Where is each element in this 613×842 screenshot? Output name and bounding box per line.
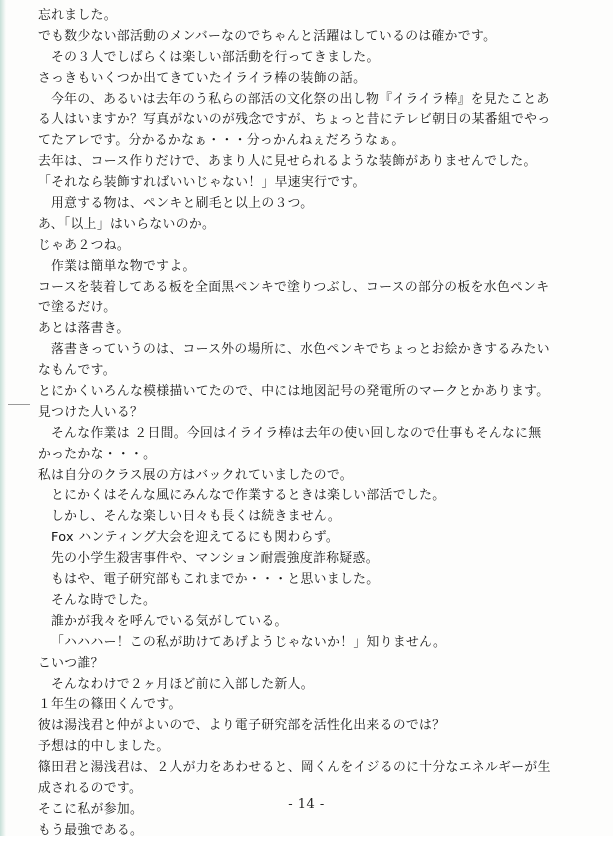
text-line: とにかくはそんな風にみんなで作業するときは楽しい部活でした。 (51, 488, 446, 504)
text-line: 見つけた人いる？ (38, 404, 144, 420)
text-line: 作業は簡単な物ですよ。 (51, 258, 196, 274)
text-line: 篠田君と湯浅君は、２人が力をあわせると、岡くんをイジるのに十分なエネルギーが生 (38, 760, 551, 776)
text-line: てたアレです。分かるかなぁ・・・分っかんねぇだろうなぁ。 (38, 133, 405, 149)
text-line: 彼は湯浅君と仲がよいので、より電子研究部を活性化出来るのでは？ (38, 718, 446, 734)
text-line: 今年の、あるいは去年のう私らの部活の文化祭の出し物『イライラ棒』を見たことあ (51, 91, 550, 107)
text-line: もう最強である。 (38, 822, 144, 838)
text-line: 私は自分のクラス展の方はバックれていましたので。 (38, 467, 353, 483)
page-number: - 14 - (288, 797, 325, 812)
text-line: そこに私が参加。 (38, 801, 144, 817)
body-text (38, 6, 578, 842)
text-line: で塗るだけ。 (38, 300, 117, 316)
text-line: じゃあ２つね。 (38, 237, 131, 253)
text-line: もはや、電子研究部もこれまでか・・・と思いました。 (51, 572, 380, 588)
text-line: 忘れました。 (38, 8, 117, 23)
text-line: さっきもいくつか出てきていたイライラ棒の装飾の話。 (38, 70, 367, 86)
text-line: あ、「以上」はいらないのか。 (38, 216, 216, 232)
text-line: Fox ハンティング大会を迎えてるにも関わらず。 (51, 530, 340, 546)
text-line: その３人でしばらくは楽しい部活動を行ってきました。 (51, 49, 380, 65)
text-line: １年生の篠田くんです。 (38, 697, 182, 713)
text-line: こいつ誰？ (38, 655, 104, 671)
text-line: 落書きっていうのは、コース外の場所に、水色ペンキでちょっとお絵かきするみたい (51, 342, 550, 358)
text-line: でも数少ない部活動のメンバーなのでちゃんと活躍はしているのは確かです。 (38, 28, 497, 44)
text-line: 「ハハハー！この私が助けてあげようじゃないか！」知りません。 (51, 634, 447, 650)
text-line: 先の小学生殺害事件や、マンション耐震強度詐称疑惑。 (51, 551, 379, 567)
text-line: そんな時でした。 (51, 592, 157, 608)
text-line: 用意する物は、ペンキと刷毛と以上の３つ。 (51, 196, 314, 212)
text-line: なもんです。 (38, 363, 116, 379)
text-line: そんな作業は ２日間。今回はイライラ棒は去年の使い回しなので仕事もそんなに無 (51, 425, 542, 441)
page-edge-shadow (0, 0, 6, 836)
text-line: 誰かが我々を呼んでいる気がしている。 (51, 613, 288, 629)
text-line: かったかな・・・。 (38, 446, 157, 462)
text-line: 予想は的中しました。 (38, 739, 170, 755)
text-line: 成されるのです。 (38, 780, 143, 796)
text-line: あとは落書き。 (38, 321, 130, 337)
text-line: コースを装着してある板を全面黒ペンキで塗りつぶし、コースの部分の板を水色ペンキ (38, 279, 550, 295)
text-line: そんなわけで２ヶ月ほど前に入部した新人。 (51, 676, 314, 692)
margin-mark (8, 404, 30, 405)
text-line: 去年は、コース作りだけで、あまり人に見せられるような装飾がありませんでした。 (38, 154, 537, 170)
text-line: しかし、そんな楽しい日々も長くは続きません。 (51, 509, 341, 525)
text-line: とにかくいろんな模様描いてたので、中には地図記号の発電所のマークとかあります。 (38, 384, 550, 400)
text-line: る人はいますか？写真がないのが残念ですが、ちょっと昔にテレビ朝日の某番組でやっ (38, 112, 551, 128)
text-line: 「それなら装飾すればいいじゃない！」早速実行です。 (38, 175, 366, 191)
